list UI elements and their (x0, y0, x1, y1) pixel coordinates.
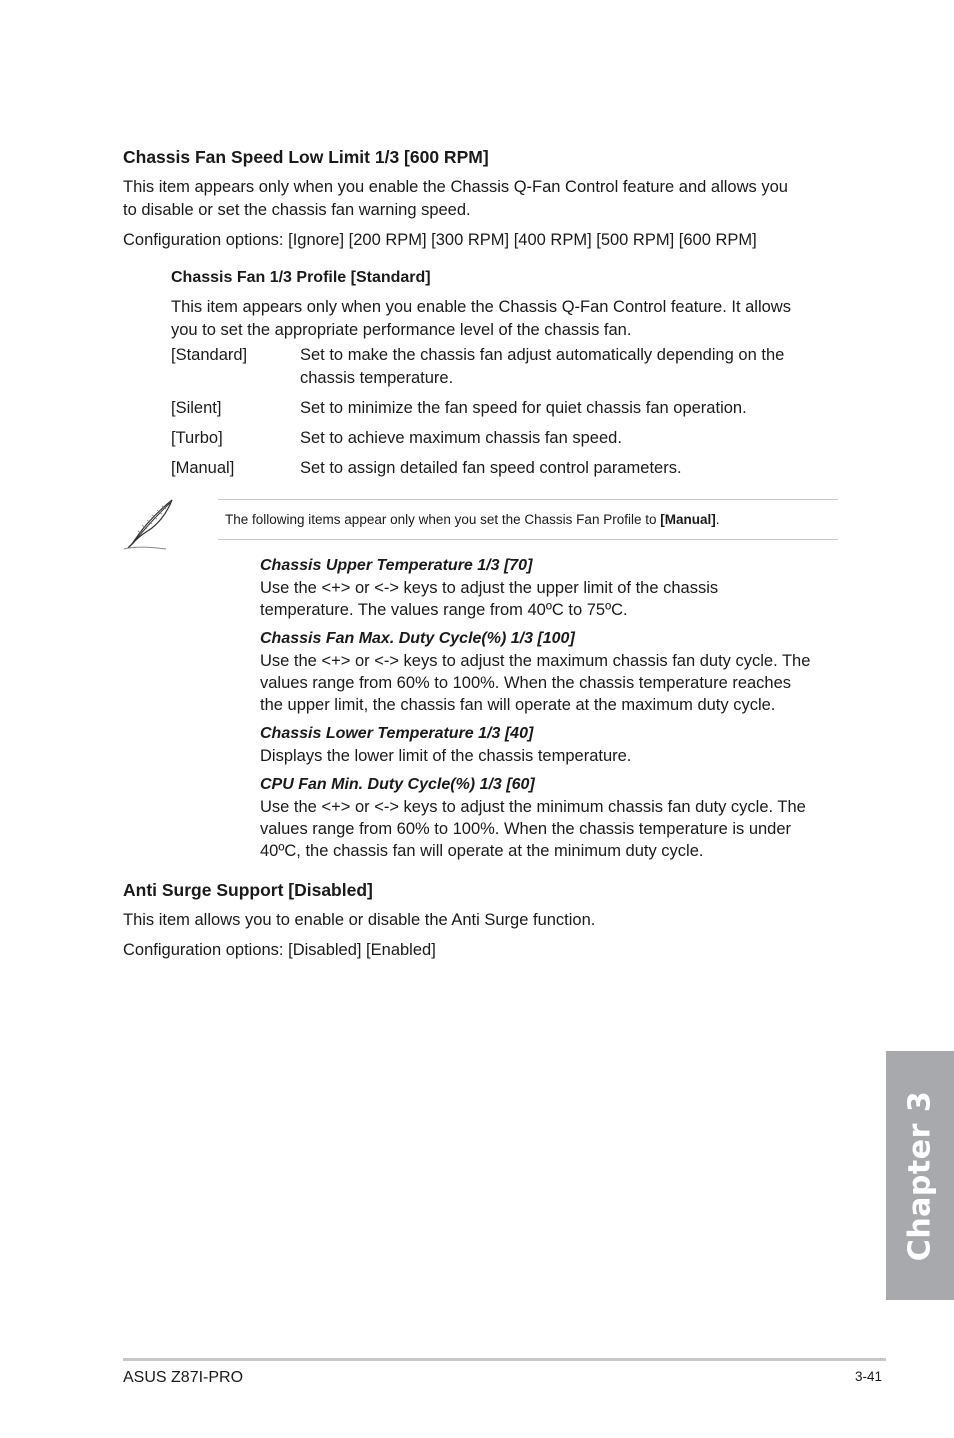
profile-description-line2: you to set the appropriate performance level of the chassis fan. (171, 321, 632, 339)
option-desc-standard-line1: Set to make the chassis fan adjust automatically depending on the (300, 346, 785, 364)
section1-config-options: Configuration options: [Ignore] [200 RPM] [300 RPM] [400 RPM] [500 RPM] [600 RPM] (123, 231, 757, 249)
note-bottom-rule (218, 539, 838, 540)
footer-product-name: ASUS Z87I-PRO (123, 1369, 244, 1386)
chapter-tab (886, 1051, 954, 1300)
option-key-manual: [Manual] (171, 459, 235, 477)
section-heading-fan-speed-low-limit: Chassis Fan Speed Low Limit 1/3 [600 RPM] (123, 147, 489, 167)
quill-pen-icon (122, 494, 180, 552)
chapter-tab-label: Chapter 3 (902, 1090, 938, 1261)
item-title-upper-temperature: Chassis Upper Temperature 1/3 [70] (260, 557, 533, 574)
item-desc-lower-temperature: Displays the lower limit of the chassis temperature. (260, 747, 632, 765)
option-key-silent: [Silent] (171, 399, 222, 417)
item-title-lower-temperature: Chassis Lower Temperature 1/3 [40] (260, 725, 534, 742)
option-desc-silent: Set to minimize the fan speed for quiet chassis fan operation. (300, 399, 747, 417)
section-heading-anti-surge: Anti Surge Support [Disabled] (123, 880, 373, 900)
item-title-max-duty-cycle: Chassis Fan Max. Duty Cycle(%) 1/3 [100] (260, 630, 575, 647)
note-bold-manual: [Manual] (660, 512, 716, 527)
item-desc-min-duty-cycle-line1: Use the <+> or <-> keys to adjust the minimum chassis fan duty cycle. The (260, 798, 806, 816)
item-desc-max-duty-cycle-line2: values range from 60% to 100%. When the chassis temperature reaches (260, 674, 792, 692)
item-desc-min-duty-cycle-line2: values range from 60% to 100%. When the chassis temperature is under (260, 820, 792, 838)
note-text: The following items appear only when you set the Chassis Fan Profile to [Manual]. (225, 512, 720, 527)
option-desc-turbo: Set to achieve maximum chassis fan speed. (300, 429, 622, 447)
section2-config-options: Configuration options: [Disabled] [Enabled] (123, 941, 436, 959)
profile-description-line1: This item appears only when you enable the Chassis Q-Fan Control feature. It allows (171, 298, 791, 316)
option-desc-manual: Set to assign detailed fan speed control parameters. (300, 459, 682, 477)
item-desc-min-duty-cycle-line3: 40ºC, the chassis fan will operate at the minimum duty cycle. (260, 842, 704, 860)
footer-page-number: 3-41 (855, 1369, 883, 1384)
item-desc-max-duty-cycle-line3: the upper limit, the chassis fan will operate at the maximum duty cycle. (260, 696, 776, 714)
item-desc-max-duty-cycle-line1: Use the <+> or <-> keys to adjust the maximum chassis fan duty cycle. The (260, 652, 811, 670)
option-key-turbo: [Turbo] (171, 429, 223, 447)
section1-description-line2: to disable or set the chassis fan warning speed. (123, 201, 471, 219)
item-desc-upper-temperature-line1: Use the <+> or <-> keys to adjust the upper limit of the chassis (260, 579, 719, 597)
option-desc-standard-line2: chassis temperature. (300, 369, 454, 387)
subheading-fan-profile: Chassis Fan 1/3 Profile [Standard] (171, 269, 431, 286)
section1-description-line1: This item appears only when you enable the Chassis Q-Fan Control feature and allows you (123, 178, 788, 196)
option-key-standard: [Standard] (171, 346, 248, 364)
item-title-min-duty-cycle: CPU Fan Min. Duty Cycle(%) 1/3 [60] (260, 776, 535, 793)
note-top-rule (218, 499, 838, 500)
item-desc-upper-temperature-line2: temperature. The values range from 40ºC to 75ºC. (260, 601, 628, 619)
footer-rule (123, 1358, 886, 1361)
section2-description: This item allows you to enable or disable the Anti Surge function. (123, 911, 596, 929)
